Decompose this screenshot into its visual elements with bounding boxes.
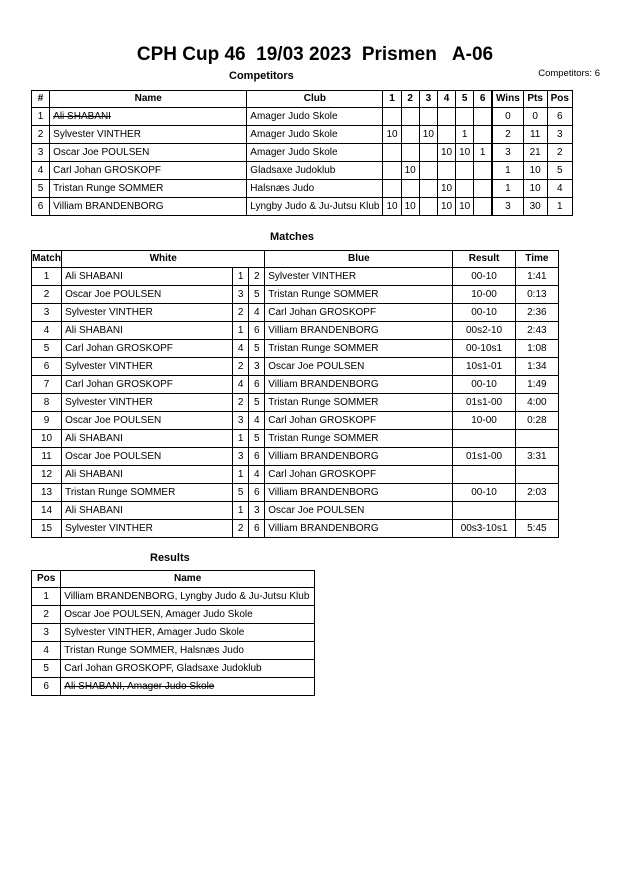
match-blue-name: Oscar Joe POULSEN: [265, 358, 453, 376]
competitor-wins: 2: [492, 126, 523, 144]
competitor-score-1: 10: [383, 126, 401, 144]
competitor-score-1: [383, 144, 401, 162]
competitor-club: Lyngby Judo & Ju-Jutsu Klub: [247, 198, 383, 216]
match-white-number: 1: [233, 322, 249, 340]
match-number: 13: [32, 484, 62, 502]
competitor-score-1: [383, 180, 401, 198]
competitor-score-4: 10: [437, 144, 455, 162]
match-time: [515, 502, 558, 520]
competitor-wins: 1: [492, 180, 523, 198]
competitor-score-1: [383, 108, 401, 126]
match-row: [32, 286, 559, 304]
competitor-row: [32, 180, 573, 198]
col-opponent-6: 6: [474, 91, 492, 108]
competitor-pts: 11: [523, 126, 547, 144]
match-row: [32, 340, 559, 358]
match-blue-name: Villiam BRANDENBORG: [265, 484, 453, 502]
competitor-pos: 3: [547, 126, 572, 144]
match-row: [32, 322, 559, 340]
match-result: 00-10: [453, 268, 515, 286]
result-position: 4: [32, 642, 61, 660]
col-opponent-5: 5: [456, 91, 474, 108]
match-number: 3: [32, 304, 62, 322]
match-number: 1: [32, 268, 62, 286]
col-white: White: [62, 251, 265, 268]
result-name: Oscar Joe POULSEN, Amager Judo Skole: [61, 606, 315, 624]
match-white-name: Carl Johan GROSKOPF: [62, 376, 233, 394]
match-blue-name: Oscar Joe POULSEN: [265, 502, 453, 520]
match-row: [32, 358, 559, 376]
match-white-number: 2: [233, 304, 249, 322]
competitor-pos: 5: [547, 162, 572, 180]
competitor-score-3: [419, 198, 437, 216]
match-white-name: Ali SHABANI: [62, 502, 233, 520]
col-match: Match: [32, 251, 62, 268]
competitor-score-4: 10: [437, 198, 455, 216]
col-number: #: [32, 91, 50, 108]
col-result: Result: [453, 251, 515, 268]
matches-table: [31, 250, 559, 538]
competitor-score-6: [474, 162, 492, 180]
match-white-name: Ali SHABANI: [62, 430, 233, 448]
match-white-number: 3: [233, 448, 249, 466]
competitor-score-2: 10: [401, 198, 419, 216]
matches-heading: Matches: [270, 231, 315, 243]
match-number: 10: [32, 430, 62, 448]
match-white-name: Carl Johan GROSKOPF: [62, 340, 233, 358]
match-white-name: Ali SHABANI: [62, 268, 233, 286]
match-time: 3:31: [515, 448, 558, 466]
match-blue-number: 6: [249, 448, 265, 466]
competitor-name: Oscar Joe POULSEN: [50, 144, 247, 162]
result-row: [32, 588, 315, 606]
col-wins: Wins: [492, 91, 523, 108]
match-time: 2:43: [515, 322, 558, 340]
match-row: [32, 466, 559, 484]
competitor-score-5: [456, 108, 474, 126]
competitor-name: Ali SHABANI: [50, 108, 247, 126]
match-blue-name: Sylvester VINTHER: [265, 268, 453, 286]
match-result: 01s1-00: [453, 448, 515, 466]
competitor-score-6: [474, 198, 492, 216]
match-white-number: 1: [233, 268, 249, 286]
match-white-name: Sylvester VINTHER: [62, 394, 233, 412]
competitor-score-2: [401, 180, 419, 198]
match-result: 10-00: [453, 286, 515, 304]
competitor-club: Halsnæs Judo: [247, 180, 383, 198]
matches-header-row: [32, 251, 559, 268]
competitor-pos: 2: [547, 144, 572, 162]
competitor-row: [32, 144, 573, 162]
match-blue-name: Tristan Runge SOMMER: [265, 430, 453, 448]
competitor-score-5: 10: [456, 198, 474, 216]
competitor-score-2: [401, 126, 419, 144]
result-row: [32, 678, 315, 696]
competitor-pts: 0: [523, 108, 547, 126]
competitor-score-2: [401, 144, 419, 162]
match-white-number: 2: [233, 520, 249, 538]
competitor-score-5: 1: [456, 126, 474, 144]
match-time: 2:03: [515, 484, 558, 502]
competitor-wins: 3: [492, 144, 523, 162]
match-number: 11: [32, 448, 62, 466]
match-number: 8: [32, 394, 62, 412]
match-white-name: Oscar Joe POULSEN: [62, 286, 233, 304]
match-result: [453, 502, 515, 520]
competitor-pts: 10: [523, 162, 547, 180]
match-blue-number: 5: [249, 286, 265, 304]
col-opponent-3: 3: [419, 91, 437, 108]
col-opponent-4: 4: [437, 91, 455, 108]
result-name: Tristan Runge SOMMER, Halsnæs Judo: [61, 642, 315, 660]
match-time: 1:08: [515, 340, 558, 358]
match-time: 5:45: [515, 520, 558, 538]
match-time: 1:49: [515, 376, 558, 394]
match-white-name: Tristan Runge SOMMER: [62, 484, 233, 502]
match-white-name: Oscar Joe POULSEN: [62, 448, 233, 466]
match-blue-number: 3: [249, 358, 265, 376]
col-pos: Pos: [547, 91, 572, 108]
col-club: Club: [247, 91, 383, 108]
match-row: [32, 484, 559, 502]
match-number: 5: [32, 340, 62, 358]
match-result: [453, 466, 515, 484]
match-time: [515, 466, 558, 484]
competitor-pts: 10: [523, 180, 547, 198]
match-blue-number: 4: [249, 412, 265, 430]
competitor-row: [32, 108, 573, 126]
competitor-score-5: [456, 162, 474, 180]
match-blue-name: Tristan Runge SOMMER: [265, 340, 453, 358]
competitor-pts: 30: [523, 198, 547, 216]
competitor-wins: 0: [492, 108, 523, 126]
competitor-score-4: [437, 108, 455, 126]
match-white-name: Sylvester VINTHER: [62, 304, 233, 322]
match-row: [32, 412, 559, 430]
match-number: 7: [32, 376, 62, 394]
col-result-pos: Pos: [32, 571, 61, 588]
result-position: 2: [32, 606, 61, 624]
competitor-number: 6: [32, 198, 50, 216]
competitor-club: Amager Judo Skole: [247, 126, 383, 144]
match-blue-name: Tristan Runge SOMMER: [265, 286, 453, 304]
competitor-number: 2: [32, 126, 50, 144]
results-table: [31, 570, 315, 696]
col-opponent-2: 2: [401, 91, 419, 108]
match-blue-name: Villiam BRANDENBORG: [265, 322, 453, 340]
competitor-score-1: 10: [383, 198, 401, 216]
match-white-name: Sylvester VINTHER: [62, 520, 233, 538]
result-position: 1: [32, 588, 61, 606]
match-result: 00-10s1: [453, 340, 515, 358]
competitor-pos: 6: [547, 108, 572, 126]
match-blue-name: Carl Johan GROSKOPF: [265, 466, 453, 484]
match-number: 15: [32, 520, 62, 538]
match-result: 00-10: [453, 484, 515, 502]
match-time: 1:41: [515, 268, 558, 286]
match-number: 2: [32, 286, 62, 304]
match-number: 4: [32, 322, 62, 340]
results-heading: Results: [150, 552, 190, 564]
competitor-pos: 1: [547, 198, 572, 216]
match-time: 1:34: [515, 358, 558, 376]
competitor-score-2: 10: [401, 162, 419, 180]
match-time: 2:36: [515, 304, 558, 322]
competitor-score-5: 10: [456, 144, 474, 162]
match-result: 01s1-00: [453, 394, 515, 412]
result-position: 5: [32, 660, 61, 678]
col-result-name: Name: [61, 571, 315, 588]
match-white-name: Ali SHABANI: [62, 322, 233, 340]
match-blue-number: 6: [249, 376, 265, 394]
competitor-score-6: [474, 126, 492, 144]
competitor-name: Sylvester VINTHER: [50, 126, 247, 144]
match-blue-number: 5: [249, 430, 265, 448]
match-white-number: 2: [233, 358, 249, 376]
match-white-number: 1: [233, 502, 249, 520]
match-white-name: Ali SHABANI: [62, 466, 233, 484]
competitor-pos: 4: [547, 180, 572, 198]
match-result: [453, 430, 515, 448]
competitor-row: [32, 198, 573, 216]
match-number: 6: [32, 358, 62, 376]
match-blue-number: 3: [249, 502, 265, 520]
competitor-wins: 1: [492, 162, 523, 180]
match-row: [32, 430, 559, 448]
competitor-score-2: [401, 108, 419, 126]
match-time: [515, 430, 558, 448]
competitors-count: Competitors: 6: [538, 68, 600, 79]
match-blue-number: 5: [249, 394, 265, 412]
competitor-score-6: 1: [474, 144, 492, 162]
competitors-table: [31, 90, 573, 216]
competitor-score-5: [456, 180, 474, 198]
match-row: [32, 448, 559, 466]
match-row: [32, 376, 559, 394]
competitor-row: [32, 126, 573, 144]
match-blue-name: Villiam BRANDENBORG: [265, 376, 453, 394]
result-name: Carl Johan GROSKOPF, Gladsaxe Judoklub: [61, 660, 315, 678]
match-blue-number: 2: [249, 268, 265, 286]
result-row: [32, 660, 315, 678]
competitor-club: Amager Judo Skole: [247, 144, 383, 162]
match-white-number: 3: [233, 286, 249, 304]
match-blue-number: 6: [249, 322, 265, 340]
competitor-name: Carl Johan GROSKOPF: [50, 162, 247, 180]
match-white-number: 4: [233, 376, 249, 394]
competitor-club: Amager Judo Skole: [247, 108, 383, 126]
page-title: CPH Cup 46 19/03 2023 Prismen A-06: [136, 44, 494, 65]
competitor-row: [32, 162, 573, 180]
match-blue-name: Carl Johan GROSKOPF: [265, 412, 453, 430]
competitor-name: Tristan Runge SOMMER: [50, 180, 247, 198]
match-row: [32, 502, 559, 520]
competitor-score-3: [419, 180, 437, 198]
competitors-heading: Competitors: [229, 70, 294, 82]
competitor-score-4: [437, 162, 455, 180]
result-name: Villiam BRANDENBORG, Lyngby Judo & Ju-Jutsu Klub: [61, 588, 315, 606]
competitor-club: Gladsaxe Judoklub: [247, 162, 383, 180]
match-blue-name: Tristan Runge SOMMER: [265, 394, 453, 412]
match-white-number: 3: [233, 412, 249, 430]
competitors-header-row: [32, 91, 573, 108]
competitor-number: 4: [32, 162, 50, 180]
match-number: 12: [32, 466, 62, 484]
result-row: [32, 624, 315, 642]
match-white-number: 1: [233, 466, 249, 484]
competitor-score-6: [474, 180, 492, 198]
match-row: [32, 304, 559, 322]
match-result: 00s3-10s1: [453, 520, 515, 538]
competitor-number: 3: [32, 144, 50, 162]
result-position: 3: [32, 624, 61, 642]
match-white-name: Sylvester VINTHER: [62, 358, 233, 376]
competitor-number: 1: [32, 108, 50, 126]
col-blue: Blue: [265, 251, 453, 268]
competitor-number: 5: [32, 180, 50, 198]
match-row: [32, 520, 559, 538]
col-time: Time: [515, 251, 558, 268]
col-pts: Pts: [523, 91, 547, 108]
competitor-score-3: [419, 108, 437, 126]
match-blue-name: Carl Johan GROSKOPF: [265, 304, 453, 322]
match-row: [32, 268, 559, 286]
match-blue-number: 6: [249, 520, 265, 538]
result-name: Ali SHABANI, Amager Judo Skole: [61, 678, 315, 696]
match-blue-number: 6: [249, 484, 265, 502]
match-row: [32, 394, 559, 412]
match-result: 00-10: [453, 376, 515, 394]
competitor-score-4: 10: [437, 180, 455, 198]
match-number: 14: [32, 502, 62, 520]
match-blue-name: Villiam BRANDENBORG: [265, 448, 453, 466]
match-blue-number: 4: [249, 466, 265, 484]
match-blue-number: 5: [249, 340, 265, 358]
competitor-score-4: [437, 126, 455, 144]
competitor-score-6: [474, 108, 492, 126]
match-time: 4:00: [515, 394, 558, 412]
col-name: Name: [50, 91, 247, 108]
match-white-number: 2: [233, 394, 249, 412]
match-result: 10-00: [453, 412, 515, 430]
match-white-number: 5: [233, 484, 249, 502]
match-blue-name: Villiam BRANDENBORG: [265, 520, 453, 538]
match-result: 00s2-10: [453, 322, 515, 340]
results-header-row: [32, 571, 315, 588]
match-result: 00-10: [453, 304, 515, 322]
match-time: 0:28: [515, 412, 558, 430]
competitor-score-3: [419, 162, 437, 180]
match-blue-number: 4: [249, 304, 265, 322]
competitor-wins: 3: [492, 198, 523, 216]
competitor-score-3: [419, 144, 437, 162]
result-row: [32, 642, 315, 660]
result-name: Sylvester VINTHER, Amager Judo Skole: [61, 624, 315, 642]
match-white-number: 1: [233, 430, 249, 448]
competitor-score-1: [383, 162, 401, 180]
result-row: [32, 606, 315, 624]
competitor-name: Villiam BRANDENBORG: [50, 198, 247, 216]
match-time: 0:13: [515, 286, 558, 304]
col-opponent-1: 1: [383, 91, 401, 108]
result-position: 6: [32, 678, 61, 696]
match-number: 9: [32, 412, 62, 430]
match-white-number: 4: [233, 340, 249, 358]
match-result: 10s1-01: [453, 358, 515, 376]
match-white-name: Oscar Joe POULSEN: [62, 412, 233, 430]
competitor-score-3: 10: [419, 126, 437, 144]
competitor-pts: 21: [523, 144, 547, 162]
